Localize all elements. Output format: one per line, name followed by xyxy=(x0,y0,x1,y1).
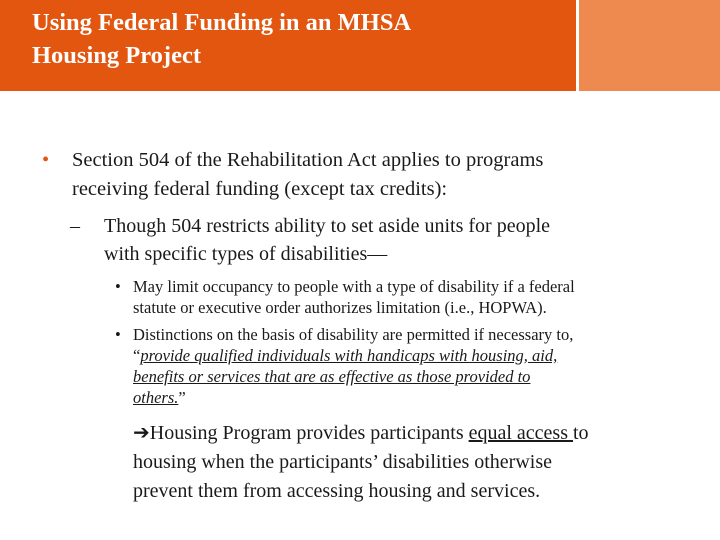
bullet-icon: • xyxy=(115,277,121,296)
bullet-icon: • xyxy=(115,325,121,344)
housing-program-statement: ➔Housing Program provides participants equal access to housing when the participants’ disabilities otherwise prevent them from accessing housing and services. xyxy=(133,422,589,502)
quoted-text: others. xyxy=(133,388,179,407)
equal-access-text: equal access xyxy=(468,422,573,444)
dash-icon: – xyxy=(70,215,80,237)
quoted-text: benefits or services that are as effective as those provided to xyxy=(133,367,531,386)
bullet-icon: • xyxy=(42,149,50,171)
subbullet-distinctions: Distinctions on the basis of disability are permitted if necessary to, “provide qualified individuals with handicaps with housing, aid, benefits or services that are as effective as those provided to others.” xyxy=(133,324,678,408)
right-arrow-icon: ➔ xyxy=(133,422,150,444)
bullet-section-504: Section 504 of the Rehabilitation Act applies to programs receiving federal funding (except tax credits): xyxy=(72,149,544,200)
subbullet-limit-occupancy: May limit occupancy to people with a type of disability if a federal statute or executive order authorizes limitation (i.e., HOPWA). xyxy=(133,277,575,317)
quoted-text: provide qualified individuals with handicaps with housing, aid, xyxy=(140,346,558,365)
slide-title-line-2: Housing Project xyxy=(32,42,201,69)
slide-title-line-1: Using Federal Funding in an MHSA xyxy=(32,9,412,36)
subbullet-504-restricts: Though 504 restricts ability to set aside units for people with specific types of disabilities— xyxy=(104,215,551,265)
